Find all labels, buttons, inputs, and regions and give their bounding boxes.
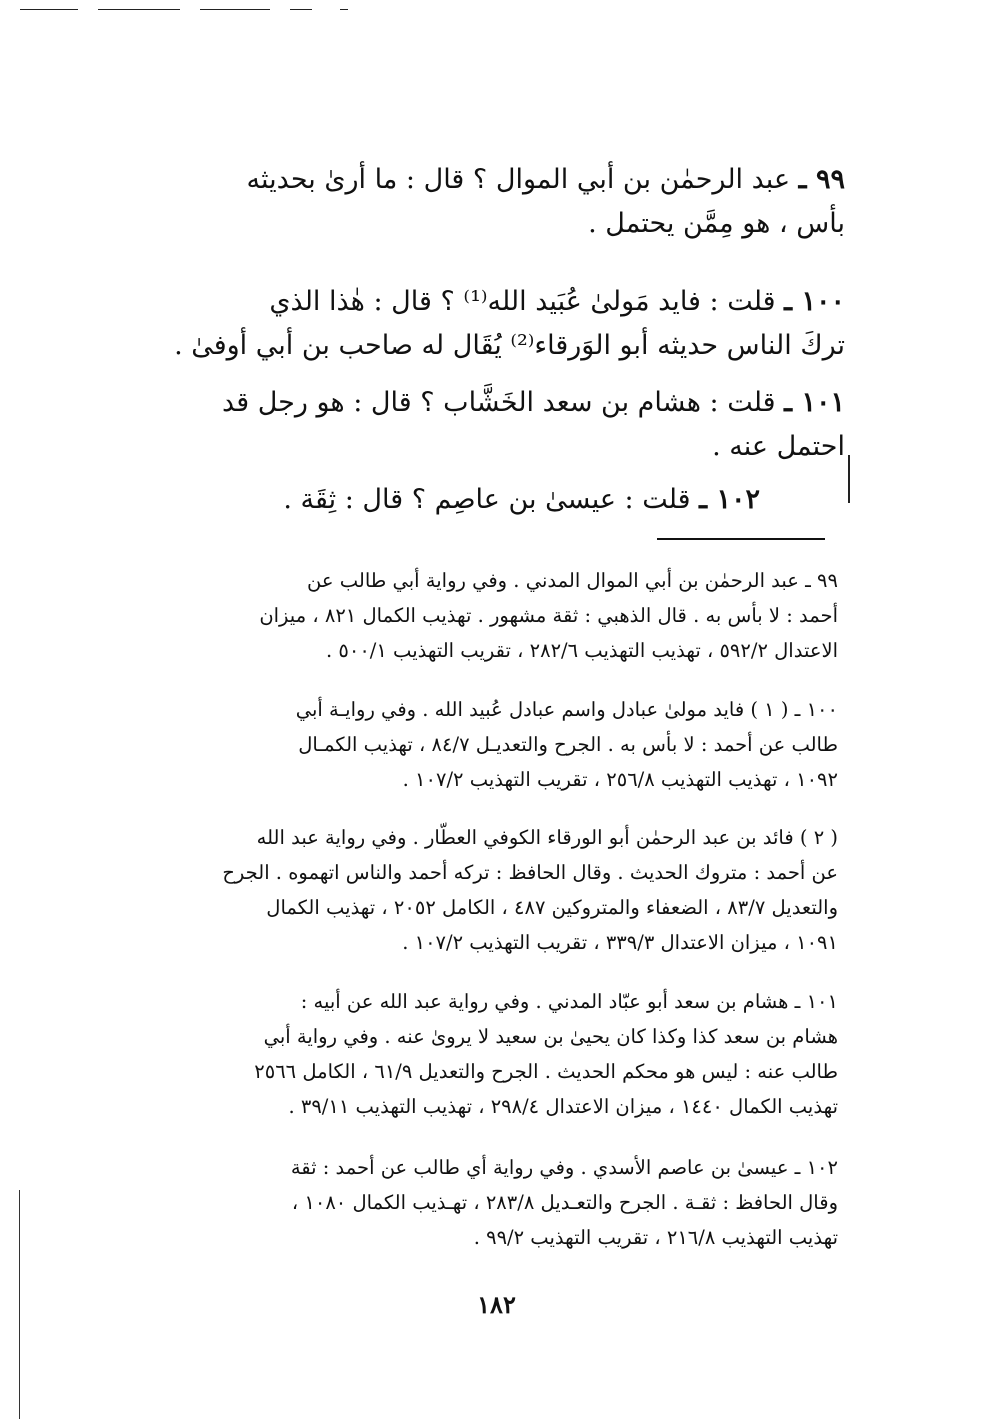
main-entry-100 — [125, 280, 845, 368]
footnote-line: تهذيب التهذيب ٢١٦/٨ ، تقريب التهذيب ٩٩/٢ . — [473, 1226, 838, 1249]
scan-artifact-rule — [200, 9, 270, 10]
footnote-101 — [138, 984, 838, 1124]
footnote-line: وقال الحافظ : ثقـة . الجرح والتعـديل ٢٨٣/٨ ، تهـذيب الكمال ١٠٨٠ ، — [291, 1191, 838, 1214]
scan-artifact-rule — [20, 9, 78, 10]
entry-line — [125, 158, 845, 202]
footnote-line: ١٠١ ـ هشام بن سعد أبو عبّاد المدني . وفي رواية عبد الله عن أبيه : — [300, 990, 838, 1013]
entry-number: ١٠١ ـ — [784, 387, 845, 418]
footnote-line: طالب عنه : ليس هو محكم الحديث . الجرح والتعديل ٦١/٩ ، الكامل ٢٥٦٦ — [254, 1060, 838, 1083]
footnote-line: ( ٢ ) فائد بن عبد الرحمٰن أبو الورقاء الكوفي العطّار . وفي رواية عبد الله — [256, 826, 838, 849]
footnote-line: ١٠٩١ ، ميزان الاعتدال ٣٣٩/٣ ، تقريب التهذيب ١٠٧/٢ . — [402, 931, 838, 954]
entry-line — [200, 478, 760, 522]
entry-text: قلت : عيسىٰ بن عاصِم ؟ قال : ثِقَة . — [283, 484, 691, 515]
entry-line: بأس ، هو مِمَّن يحتمل . — [588, 208, 845, 239]
entry-line: احتمل عنه . — [712, 431, 845, 462]
entry-text: قلت : فايد مَولىٰ عُبَيد الله⁽¹⁾ ؟ قال : هٰذا الذي — [269, 286, 776, 317]
footnote-line: ١٠٢ ـ عيسىٰ بن عاصم الأسدي . وفي رواية أي طالب عن أحمد : ثقة — [290, 1156, 838, 1179]
margin-mark — [848, 455, 850, 503]
entry-line: تركَ الناس حديثه أبو الوَرقاء⁽²⁾ يُقَال له صاحب بن أبي أوفىٰ . — [174, 330, 845, 361]
footnote-line: عن أحمد : متروك الحديث . وقال الحافظ : تركه أحمد والناس اتهموه . الجرح — [222, 861, 838, 884]
main-entry-101 — [125, 381, 845, 469]
entry-line — [125, 381, 845, 425]
footnote-102 — [138, 1150, 838, 1255]
main-entry-102 — [200, 478, 760, 522]
footnote-100-2 — [138, 820, 838, 960]
footnote-line: ٩٩ ـ عبد الرحمٰن بن أبي الموال المدني . وفي رواية أبي طالب عن — [307, 569, 838, 592]
entry-line — [125, 280, 845, 324]
scan-artifact-rule — [98, 9, 180, 10]
footnote-line: طالب عن أحمد : لا بأس به . الجرح والتعديـل ٨٤/٧ ، تهذيب الكمـال — [298, 733, 838, 756]
footnote-line: أحمد : لا بأس به . قال الذهبي : ثقة مشهور . تهذيب الكمال ٨٢١ ، ميزان — [259, 604, 838, 627]
page-number: ١٨٢ — [477, 1290, 516, 1319]
scan-artifact-rule — [290, 9, 312, 10]
footnote-line: الاعتدال ٥٩٢/٢ ، تهذيب التهذيب ٢٨٢/٦ ، تقريب التهذيب ٥٠٠/١ . — [325, 639, 838, 662]
footnote-100-1 — [138, 692, 838, 797]
footnote-99 — [138, 563, 838, 668]
entry-number: ٩٩ ـ — [798, 164, 845, 195]
footnote-line: ١٠٠ ـ ( ١ ) فايد مولىٰ عبادل واسم عبادل عُبيد الله . وفي روايـة أبي — [295, 698, 838, 721]
footnote-line: هشام بن سعد كذا وكذا كان يحيىٰ بن سعيد لا يروىٰ عنه . وفي رواية أبي — [263, 1025, 838, 1048]
footnote-divider — [657, 538, 825, 540]
footnote-line: تهذيب الكمال ١٤٤٠ ، ميزان الاعتدال ٢٩٨/٤ ، تهذيب التهذيب ٣٩/١١ . — [288, 1095, 838, 1118]
main-entry-99 — [125, 158, 845, 246]
entry-text: عبد الرحمٰن بن أبي الموال ؟ قال : ما أرىٰ بحديثه — [246, 164, 791, 195]
scan-artifact-rule — [340, 9, 348, 10]
entry-number: ١٠٠ ـ — [784, 286, 845, 317]
footnote-line: ١٠٩٢ ، تهذيب التهذيب ٢٥٦/٨ ، تقريب التهذيب ١٠٧/٢ . — [402, 768, 838, 791]
footnote-line: والتعديل ٨٣/٧ ، الضعفاء والمتروكين ٤٨٧ ، الكامل ٢٠٥٢ ، تهذيب الكمال — [266, 896, 838, 919]
entry-text: قلت : هشام بن سعد الخَشَّاب ؟ قال : هو رجل قد — [222, 387, 776, 418]
entry-number: ١٠٢ ـ — [699, 484, 760, 515]
